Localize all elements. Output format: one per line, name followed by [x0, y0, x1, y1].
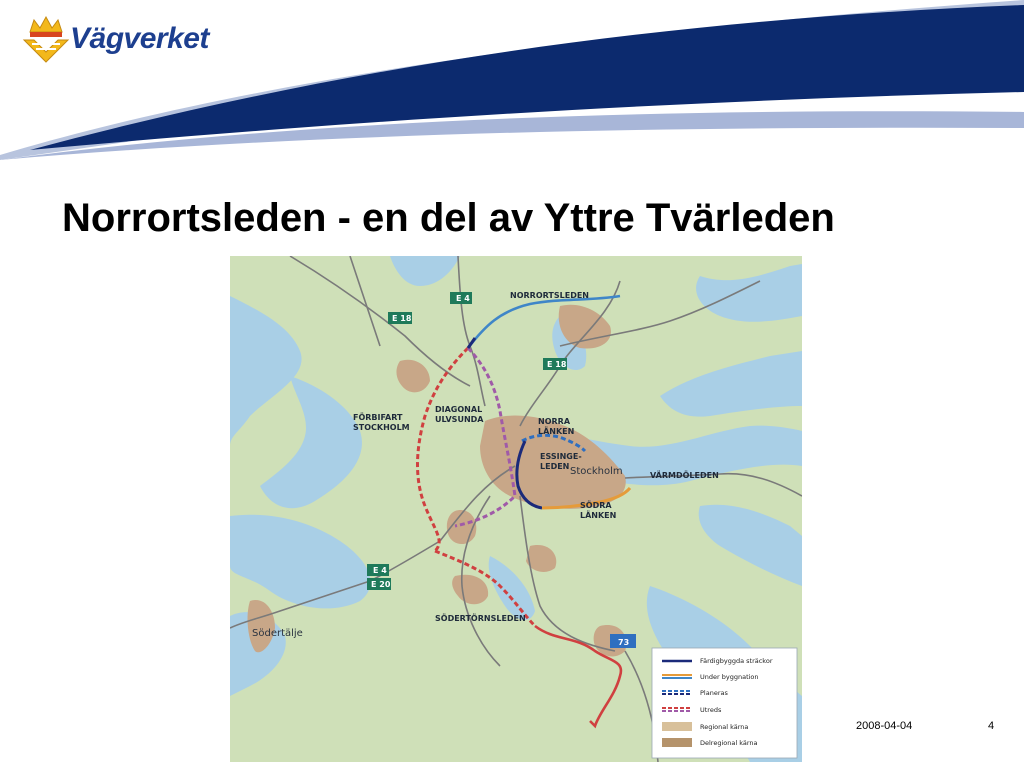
label-forbifart-1: FÖRBIFART — [353, 413, 403, 422]
svg-text:E 18: E 18 — [547, 360, 567, 369]
svg-text:E 4: E 4 — [373, 566, 387, 575]
svg-text:Utreds: Utreds — [700, 706, 722, 714]
svg-text:Under byggnation: Under byggnation — [700, 673, 759, 681]
svg-text:Planeras: Planeras — [700, 689, 728, 697]
place-stockholm: Stockholm — [570, 466, 623, 477]
label-essingeleden-1: ESSINGE- — [540, 452, 582, 461]
shield-e18-west — [388, 312, 412, 324]
svg-text:E 4: E 4 — [456, 294, 470, 303]
shield-e4-north — [450, 292, 472, 304]
label-sodertornsleden: SÖDERTÖRNSLEDEN — [435, 614, 526, 623]
shield-e4-south — [367, 564, 389, 576]
map-legend — [652, 648, 797, 758]
svg-text:73: 73 — [618, 638, 630, 647]
legend-item-regional-core — [662, 722, 748, 731]
place-sodertalje: Södertälje — [252, 628, 303, 639]
label-sodra-lanken-1: SÖDRA — [580, 501, 612, 510]
label-varmdoleden: VÄRMDÖLEDEN — [650, 471, 719, 480]
svg-text:E 18: E 18 — [392, 314, 412, 323]
slide-page-number: 4 — [988, 720, 995, 732]
svg-text:Regional kärna: Regional kärna — [700, 723, 749, 731]
label-sodra-lanken-2: LÄNKEN — [580, 511, 617, 520]
page-title: Norrortsleden - en del av Yttre Tvärleden — [62, 196, 835, 240]
label-essingeleden-2: LEDEN — [540, 462, 570, 471]
slide-date: 2008-04-04 — [856, 720, 913, 732]
shield-e18-east — [543, 358, 567, 370]
svg-text:Färdigbyggda sträckor: Färdigbyggda sträckor — [700, 657, 773, 665]
vagverket-logo — [22, 14, 232, 66]
label-forbifart-2: STOCKHOLM — [353, 423, 410, 432]
brand-name: Vägverket — [70, 22, 209, 55]
shield-73 — [610, 634, 636, 648]
label-diagonal-1: DIAGONAL — [435, 405, 483, 414]
shield-e20 — [367, 578, 391, 590]
label-norra-lanken-2: LÄNKEN — [538, 427, 575, 436]
svg-text:Delregional kärna: Delregional kärna — [700, 739, 758, 747]
label-diagonal-2: ULVSUNDA — [435, 415, 484, 424]
crown-emblem-icon — [22, 14, 70, 64]
label-norra-lanken-1: NORRA — [538, 417, 571, 426]
legend-item-subregional-core — [662, 738, 758, 747]
svg-text:E 20: E 20 — [371, 580, 391, 589]
label-norrortsleden: NORRORTSLEDEN — [510, 291, 589, 300]
road-map — [230, 256, 802, 762]
